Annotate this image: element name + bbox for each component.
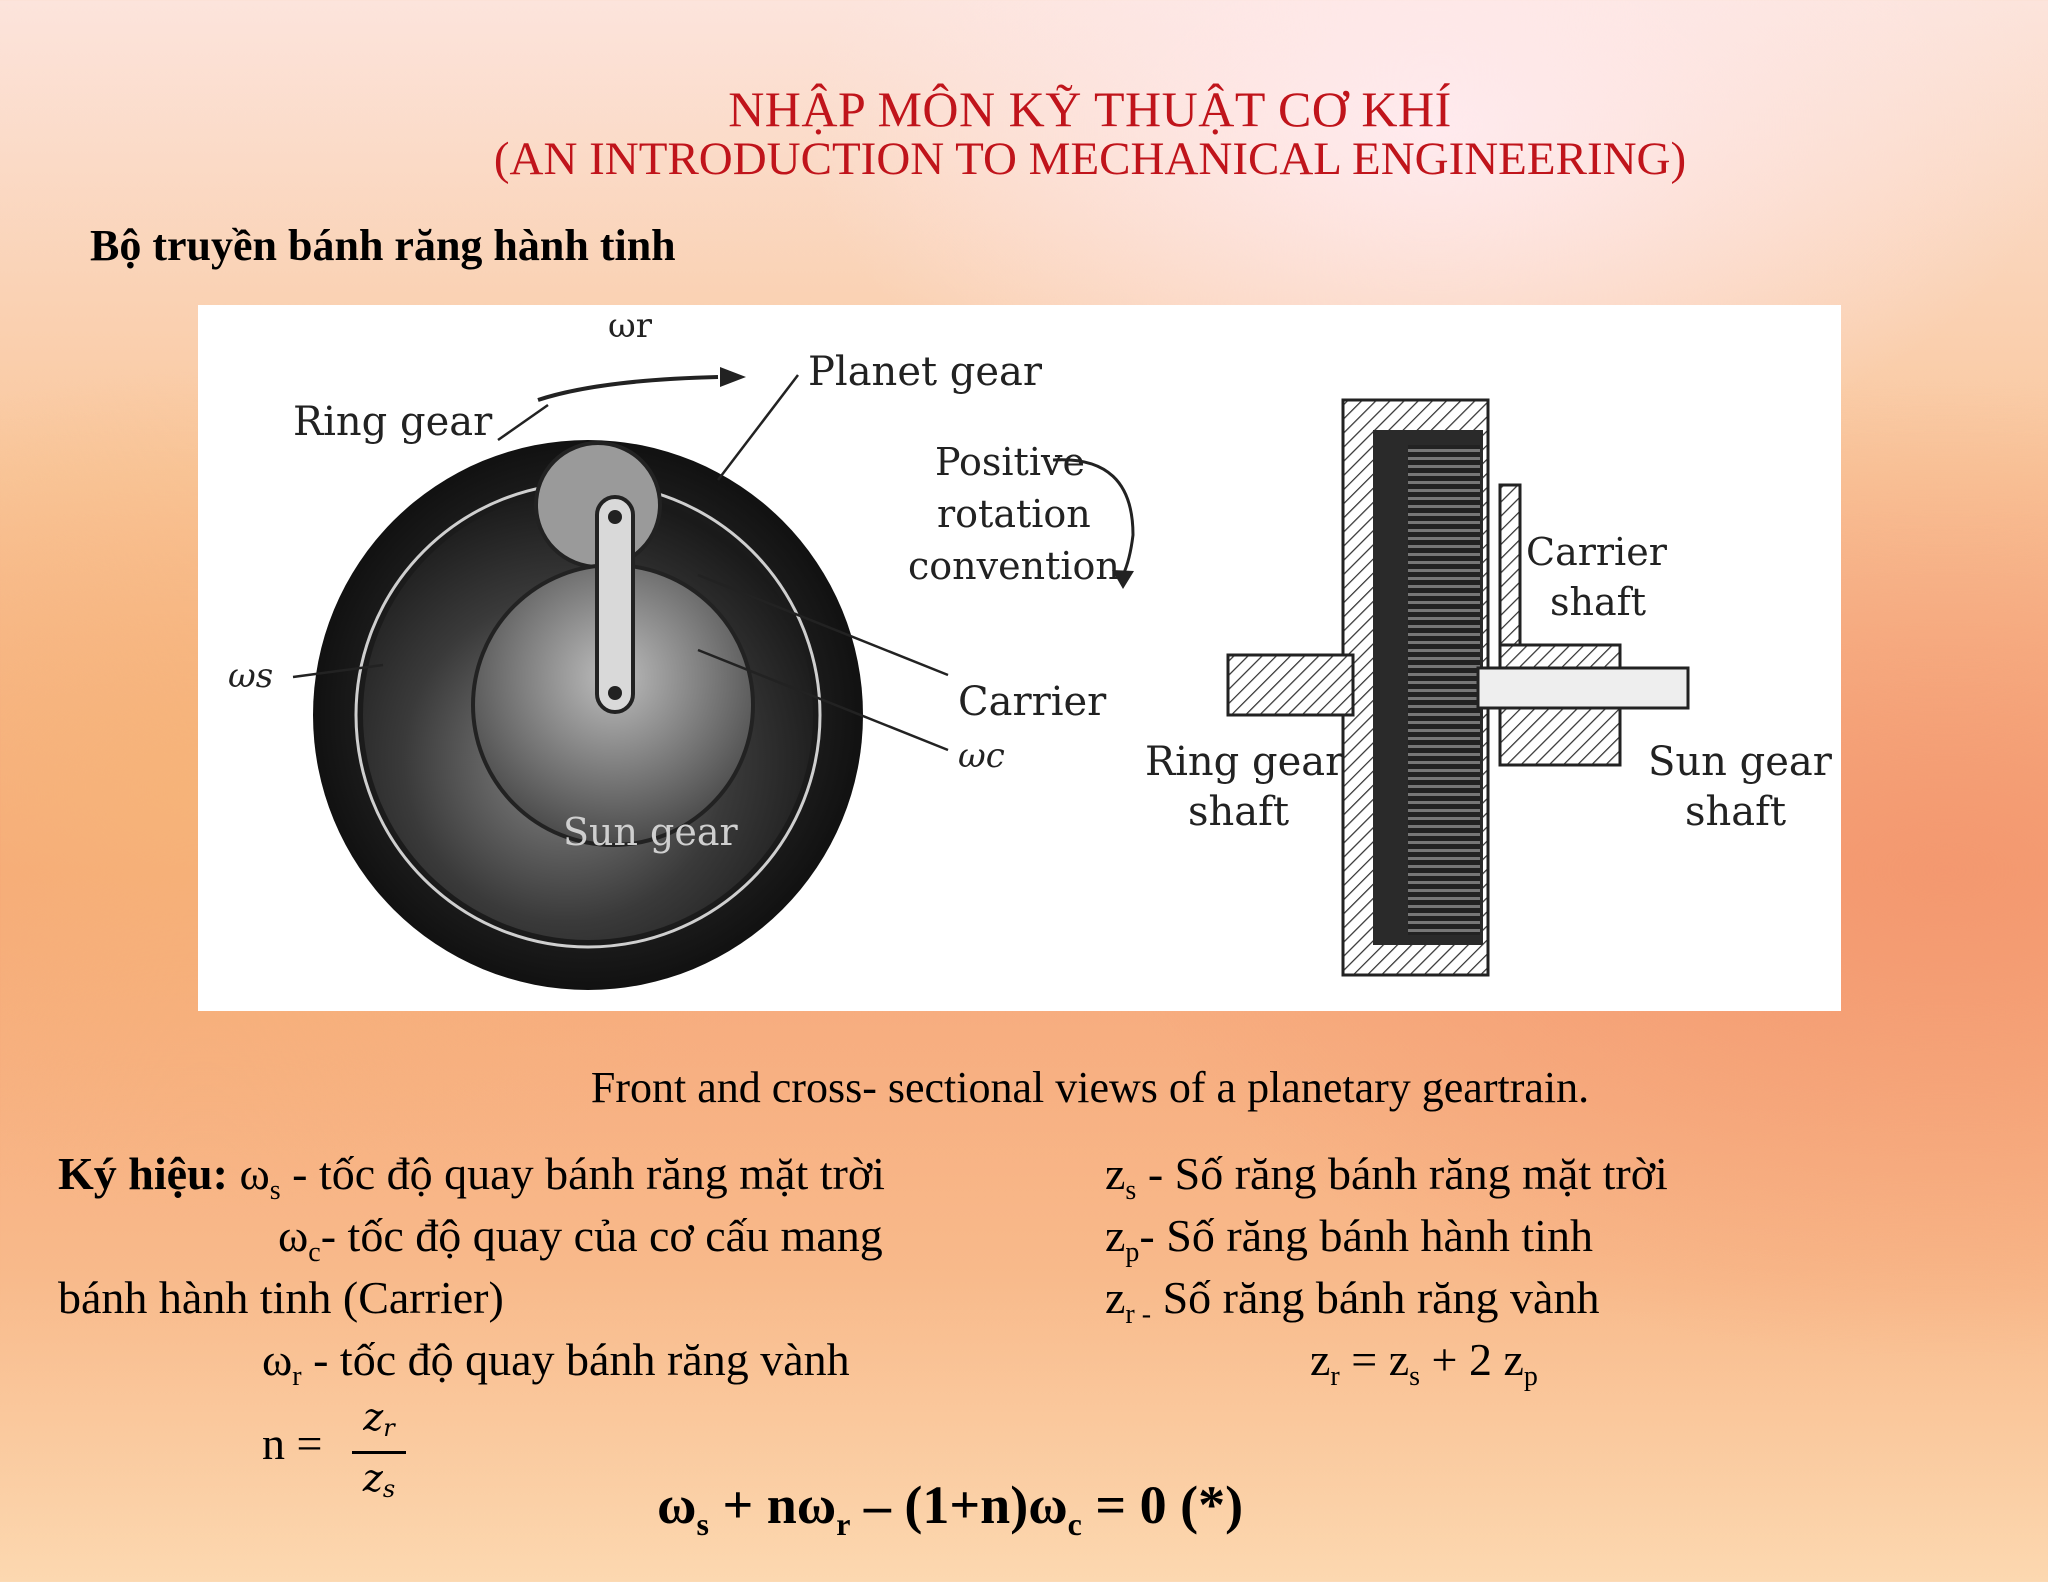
tooth-relation: $z_r = z_s + 2$ $z_p$ (1310, 1334, 1538, 1392)
label-positive: Positive (935, 440, 1085, 484)
ring-gear-shaft (1228, 655, 1353, 715)
slide-title: NHẬP MÔN KỸ THUẬT CƠ KHÍ (728, 81, 1452, 137)
legend-zs-line: $z_s$ - Số răng bánh răng mặt trời (1105, 1148, 1668, 1206)
label-omega-s: ωs (228, 656, 274, 696)
slide-subtitle: (AN INTRODUCTION TO MECHANICAL ENGINEERING) (493, 133, 1687, 185)
omega-r-arrow (538, 377, 718, 400)
label-sun-gear-shaft-2: shaft (1685, 789, 1787, 835)
planetary-gear-figure (198, 305, 1841, 1011)
legend-label: Ký hiệu: (58, 1148, 228, 1199)
label-carrier-shaft-1: Carrier (1526, 530, 1667, 574)
cross-section-view (1145, 400, 1833, 975)
label-ring-gear-shaft-2: shaft (1188, 789, 1290, 835)
planet-teeth (1408, 445, 1480, 935)
n-fraction (352, 1394, 406, 1513)
label-carrier: Carrier (958, 679, 1107, 725)
label-sun-gear-shaft-1: Sun gear (1648, 739, 1832, 785)
label-ring-gear: Ring gear (293, 399, 493, 445)
legend-zp-line: $z_p-$ Số răng bánh hành tinh (1105, 1210, 1593, 1268)
fraction-denominator: $z_s$ (362, 1456, 396, 1503)
label-carrier-shaft-2: shaft (1550, 580, 1646, 624)
label-sun-gear: Sun gear (563, 810, 738, 854)
label-planet-gear: Planet gear (808, 349, 1043, 395)
legend-omega-c-line: $\omega_c-$ tốc độ quay của cơ cấu mang (278, 1210, 883, 1268)
legend-zr-line: $z_{r -}$ Số răng bánh răng vành (1105, 1272, 1600, 1330)
front-view (228, 306, 1134, 990)
legend-omega-s-line: Ký hiệu: $\omega_s$ - tốc độ quay bánh răng mặt trời (58, 1148, 885, 1206)
label-omega-c: ωc (958, 736, 1005, 776)
label-convention: convention (908, 544, 1120, 588)
label-rotation: rotation (937, 492, 1091, 536)
legend-omega-r-line: $\omega_r$ - tốc độ quay bánh răng vành (262, 1334, 850, 1392)
slide (0, 22, 2048, 1560)
main-equation: $\omega_s + n\omega_r - (1+n)\omega_c = 0$ (*) (657, 1475, 1244, 1542)
label-ring-gear-shaft-1: Ring gear (1145, 739, 1345, 785)
sun-gear-shaft (1478, 668, 1688, 708)
gear-diagram (198, 305, 1841, 1011)
legend-n-lhs: n = (262, 1418, 323, 1469)
fraction-numerator: $z_r$ (352, 1394, 406, 1454)
legend-omega-c-line2: bánh hành tinh (Carrier) (58, 1272, 504, 1323)
label-omega-r: ωr (608, 306, 652, 346)
section-heading: Bộ truyền bánh răng hành tinh (90, 221, 676, 270)
carrier-arm (597, 497, 633, 712)
figure-caption: Front and cross- sectional views of a planetary geartrain. (590, 1063, 1590, 1112)
